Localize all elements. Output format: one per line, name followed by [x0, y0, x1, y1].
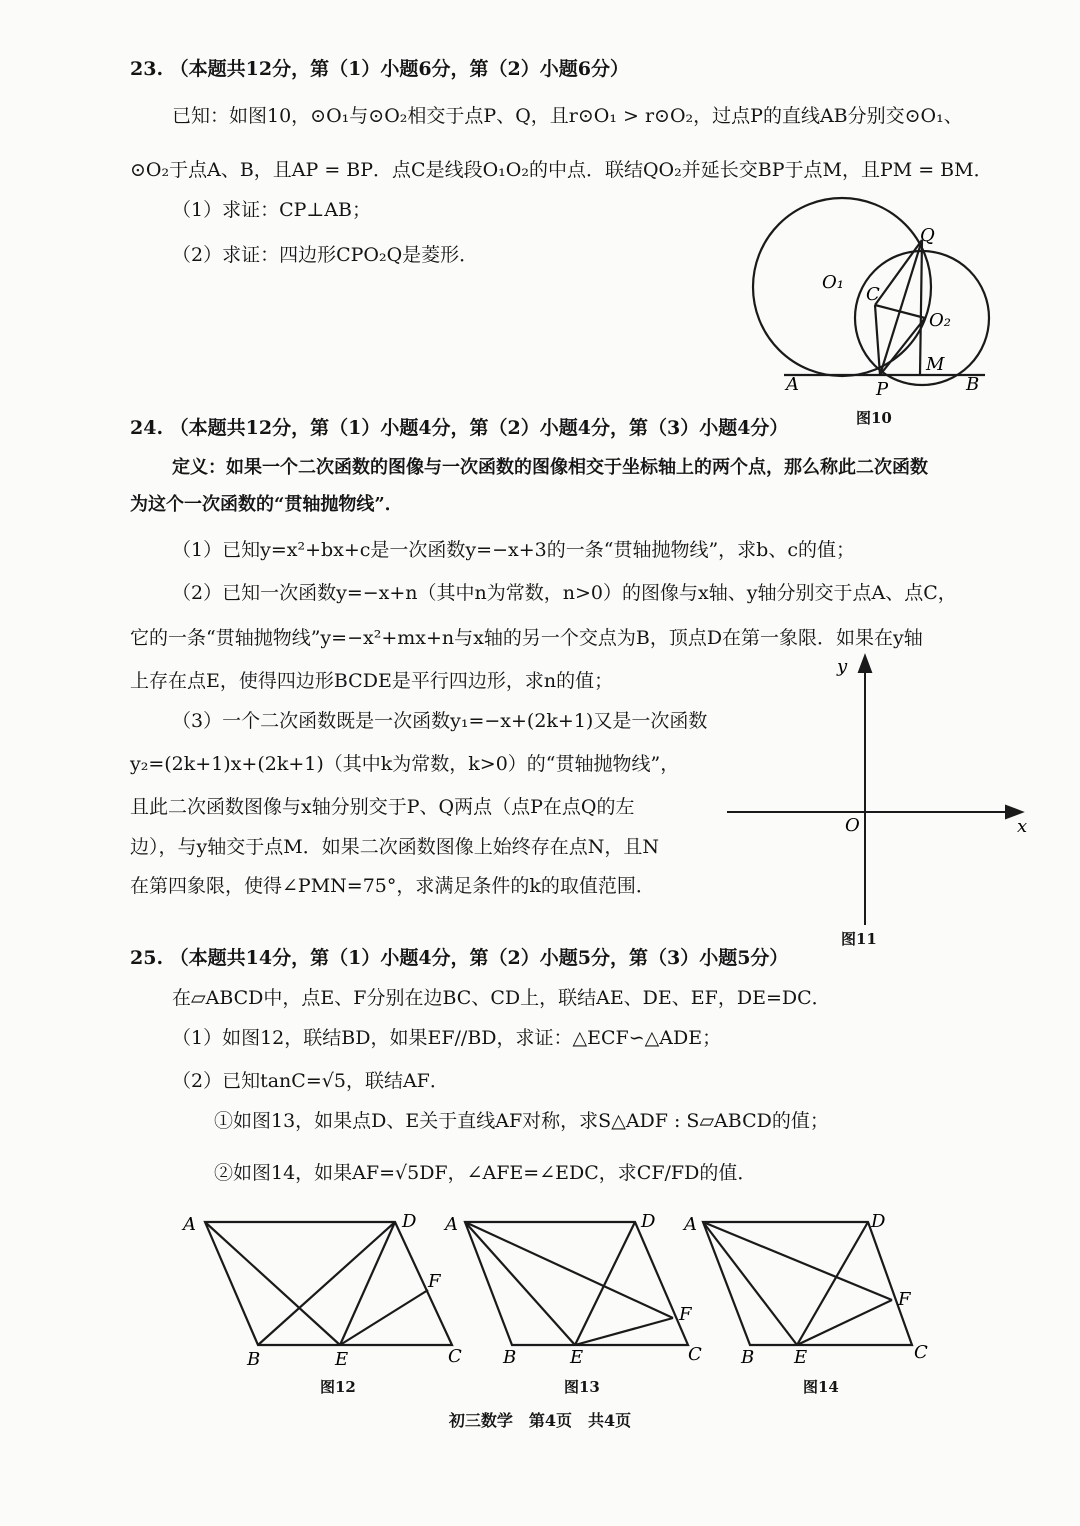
q24-part1: （1）已知y=x²+bx+c是一次函数y=−x+3的一条“贯轴抛物线”，求b、c的值；	[172, 539, 855, 561]
q24-part3-line4: 边），与y轴交于点M．如果二次函数图像上始终存在点N，且N	[130, 836, 659, 858]
fig14-label-e: E	[794, 1347, 808, 1368]
fig12-label-a: A	[183, 1214, 196, 1235]
q23-line1: 已知：如图10，⊙O₁与⊙O₂相交于点P、Q，且r⊙O₁ > r⊙O₂，过点P的直线AB分别交⊙O₁、	[172, 105, 963, 127]
label-b: B	[966, 374, 980, 395]
figure-12	[175, 1205, 475, 1375]
label-origin: O	[845, 815, 860, 836]
q25-header: 25. （本题共14分，第（1）小题4分，第（2）小题5分，第（3）小题5分）	[130, 947, 789, 969]
fig14-label-f: F	[898, 1289, 911, 1310]
label-a: A	[786, 374, 799, 395]
label-c: C	[866, 284, 880, 305]
fig14-caption: 图14	[803, 1378, 839, 1396]
y-axis-arrow	[859, 656, 871, 672]
q25-intro: 在▱ABCD中，点E、F分别在边BC、CD上，联结AE、DE、EF，DE=DC．	[172, 987, 831, 1009]
label-m: M	[926, 354, 945, 375]
fig13-label-c: C	[688, 1344, 702, 1365]
fig12-label-b: B	[247, 1349, 261, 1370]
q24-definition-1: 定义：如果一个二次函数的图像与一次函数的图像相交于坐标轴上的两个点，那么称此二次函数	[172, 457, 928, 478]
fig10-caption: 图10	[856, 409, 892, 427]
figure-13	[440, 1205, 710, 1375]
q24-part2-line2: 它的一条“贯轴抛物线”y=−x²+mx+n与x轴的另一个交点为B，顶点D在第一象限．如果在y轴	[130, 627, 923, 649]
label-q: Q	[920, 225, 935, 246]
fig13-label-d: D	[641, 1211, 656, 1232]
q24-header: 24. （本题共12分，第（1）小题4分，第（2）小题4分，第（3）小题4分）	[130, 417, 789, 439]
figure-11-axes	[720, 650, 1040, 930]
q23-part2: （2）求证：四边形CPO₂Q是菱形．	[172, 244, 479, 266]
q25-part2-sub1: ①如图13，如果点D、E关于直线AF对称，求S△ADF : S▱ABCD的值；	[214, 1110, 829, 1132]
fig12-label-f: F	[428, 1271, 441, 1292]
label-axis-x: x	[1017, 816, 1028, 837]
q25-part2-sub2: ②如图14，如果AF=√5DF，∠AFE=∠EDC，求CF/FD的值．	[214, 1162, 757, 1184]
q25-part2: （2）已知tanC=√5，联结AF．	[172, 1070, 449, 1092]
label-axis-y: y	[837, 656, 848, 677]
q23-part1: （1）求证：CP⊥AB；	[172, 199, 371, 221]
fig13-caption: 图13	[564, 1378, 600, 1396]
figure-14	[680, 1205, 940, 1375]
q24-part2-line3: 上存在点E，使得四边形BCDE是平行四边形，求n的值；	[130, 670, 614, 692]
q23-line2: ⊙O₂于点A、B，且AP = BP．点C是线段O₁O₂的中点．联结QO₂并延长交BP于点M，且PM = BM．	[130, 159, 993, 181]
q24-part3-line1: （3）一个二次函数既是一次函数y₁=−x+(2k+1)又是一次函数	[172, 710, 708, 732]
fig12-label-d: D	[402, 1211, 417, 1232]
label-o2: O₂	[929, 310, 951, 331]
fig12-label-c: C	[448, 1346, 462, 1367]
q24-definition-2: 为这个一次函数的“贯轴抛物线”．	[130, 494, 403, 515]
fig14-label-b: B	[741, 1347, 755, 1368]
q23-header: 23. （本题共12分，第（1）小题6分，第（2）小题6分）	[130, 58, 629, 80]
page-footer: 初三数学 第4页 共4页	[448, 1411, 632, 1430]
fig12-caption: 图12	[320, 1378, 356, 1396]
q24-part2-line1: （2）已知一次函数y=−x+n（其中n为常数，n>0）的图像与x轴、y轴分别交于点A、点C，	[172, 582, 957, 604]
label-o1: O₁	[822, 272, 844, 293]
fig14-label-d: D	[871, 1211, 886, 1232]
q24-part3-line5: 在第四象限，使得∠PMN=75°，求满足条件的k的取值范围．	[130, 875, 655, 897]
fig13-label-e: E	[570, 1347, 584, 1368]
fig11-caption: 图11	[841, 930, 877, 948]
fig13-label-f: F	[679, 1304, 692, 1325]
q24-part3-line2: y₂=(2k+1)x+(2k+1)（其中k为常数，k>0）的“贯轴抛物线”，	[130, 753, 680, 775]
fig12-label-e: E	[335, 1349, 349, 1370]
q25-part1: （1）如图12，联结BD，如果EF//BD，求证：△ECF∽△ADE；	[172, 1027, 722, 1049]
label-p: P	[876, 379, 889, 400]
fig14-label-c: C	[914, 1342, 928, 1363]
fig14-label-a: A	[684, 1214, 697, 1235]
fig13-label-b: B	[503, 1347, 517, 1368]
fig13-label-a: A	[445, 1214, 458, 1235]
figure-10	[740, 190, 1010, 410]
q24-part3-line3: 且此二次函数图像与x轴分别交于P、Q两点（点P在点Q的左	[130, 796, 635, 818]
